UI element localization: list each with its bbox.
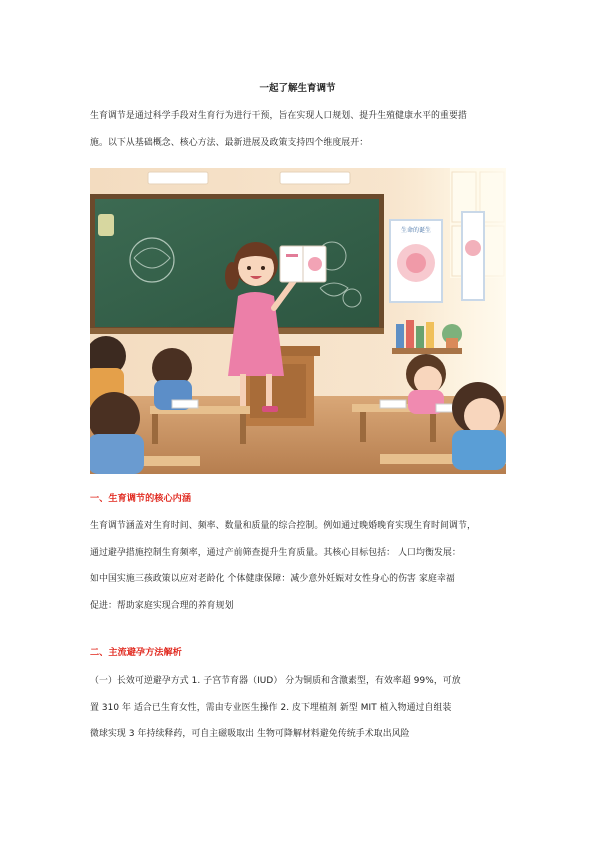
intro-line-1: 生育调节是通过科学手段对生育行为进行干预，旨在实现人口规划、提升生殖健康水平的重要措 <box>90 111 467 121</box>
classroom-illustration <box>90 168 506 474</box>
section-2-line: 置 3​10 年 适合已生育女性，需由专业医生操作 2. 皮下埋植剂 新型 MIT 植入物通过自组装 <box>90 702 452 713</box>
section-1-heading: 一、生育调节的核心内涵 <box>90 493 192 504</box>
intro-paragraph <box>90 103 506 156</box>
page-title: 一起了解生育调节 <box>259 83 336 94</box>
section-1-line: 促进：帮助家庭实现合理的养育规划 <box>90 600 234 611</box>
section-1-line: 生育调节涵盖对生育时间、频率、数量和质量的综合控制。例如通过晚婚晚育实现生育时间调节， <box>90 521 476 531</box>
section-2-heading: 二、主流避孕方法解析 <box>90 647 182 658</box>
section-2-line: 微球实现 3 年持续释药，可自主磁吸取出 生物可降解材料避免传统手术取出风险 <box>90 729 410 739</box>
section-2-paragraph <box>90 668 506 748</box>
poster-title: 生命的诞生 <box>400 227 432 234</box>
section-2-line: （一）长效可逆避孕方式 1. 子宫节育器（IUD） 分为铜质和含激素型，有效率超 99%，可放 <box>90 676 461 686</box>
section-1-paragraph <box>90 513 506 619</box>
section-1-line: 如中国实施三孩政策以应对老龄化 个体健康保障：减少意外妊娠对女性身心的伤害 家庭幸福 <box>90 574 455 584</box>
intro-line-2: 施。以下从基础概念、核心方法、最新进展及政策支持四个维度展开： <box>90 137 369 148</box>
section-1-line: 通过避孕措施控制生育频率，通过产前筛查提升生育质量。其核心目标包括： 人口均衡发展： <box>90 547 461 558</box>
